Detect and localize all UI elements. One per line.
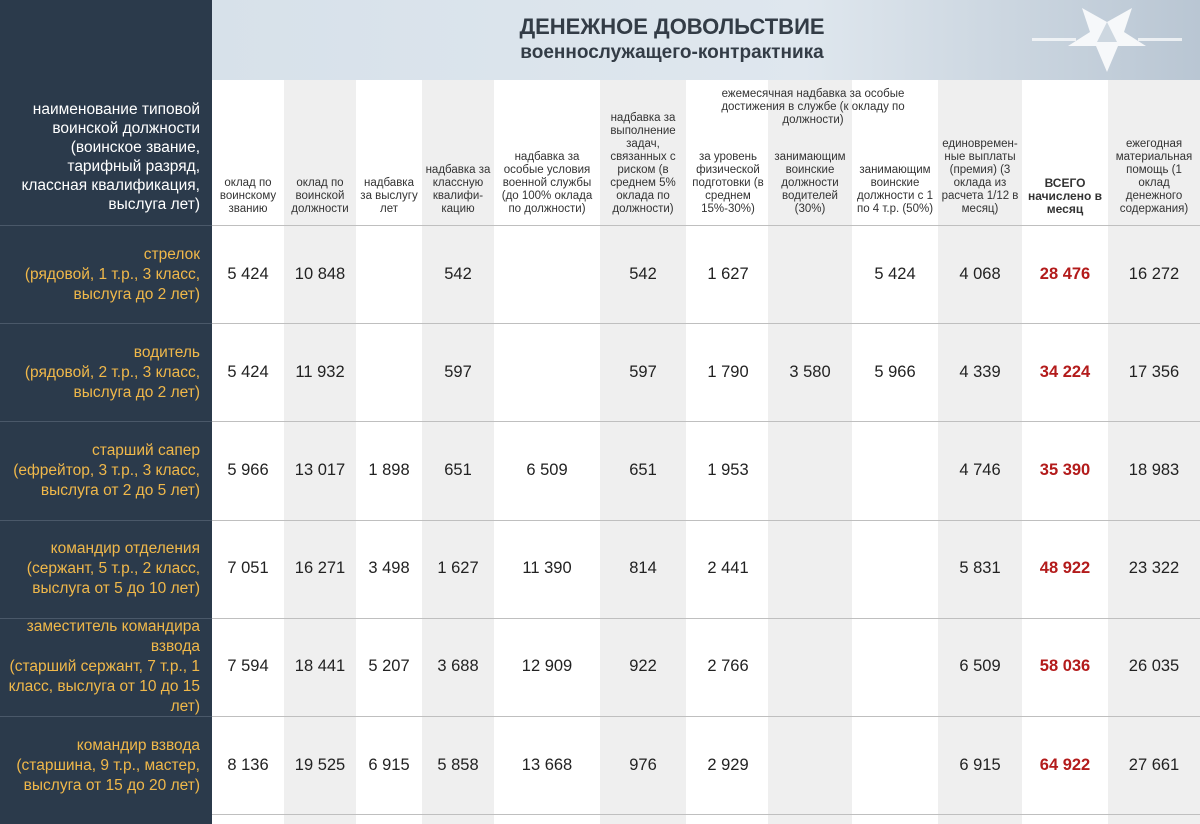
column-header: за уровень физической подготовки (в среднем 15%-30%) [692, 151, 764, 215]
table-cell: 6 915 [368, 755, 410, 774]
table-cell [852, 619, 938, 715]
table-cell: 1 627 [437, 559, 479, 578]
total-cell: 28 476 [1039, 264, 1091, 283]
column-header: занимающим воинские должности водителей (30%) [774, 151, 846, 215]
table-cell: 18 983 [1128, 460, 1180, 479]
table-cell: 651 [629, 460, 657, 479]
column-header: надбавка за выслугу лет [360, 177, 418, 215]
table-cell: 7 594 [227, 657, 269, 676]
total-cell: 34 224 [1039, 362, 1091, 381]
table-cell: 976 [629, 755, 657, 774]
column-header: ВСЕГО начислено в месяц [1027, 176, 1103, 216]
table-cell: 5 207 [368, 657, 410, 676]
position-details: (старшина, 9 т.р., мастер, выслуга от 15 до 20 лет) [16, 756, 200, 794]
position-name: командир отделения [50, 540, 200, 558]
table-cell: 19 525 [294, 755, 346, 774]
position-name: стрелок [143, 245, 200, 263]
table-cell: 11 932 [295, 362, 345, 381]
table-cell: 23 322 [1128, 559, 1180, 578]
table-cell: 814 [629, 559, 657, 578]
table-cell: 651 [444, 460, 472, 479]
position-details: (ефрейтор, 3 т.р., 3 класс, выслуга от 2 до 5 лет) [13, 461, 200, 499]
table-cell [356, 324, 422, 420]
table-cell [494, 324, 600, 420]
group-header: ежемесячная надбавка за особые достижения в службе (к окладу по должности) [721, 88, 905, 126]
position-details: (рядовой, 1 т.р., 3 класс, выслуга до 2 лет) [24, 265, 200, 303]
column-header: оклад по воинской должности [291, 177, 349, 215]
position-name: старший сапер [92, 441, 200, 459]
table-cell: 542 [444, 264, 472, 283]
table-cell: 3 688 [437, 657, 479, 676]
column-header: оклад по воинскому званию [219, 177, 277, 215]
table-cell: 5 831 [959, 559, 1001, 578]
table-cell: 6 509 [959, 657, 1001, 676]
table-cell: 2 766 [707, 657, 749, 676]
column-header: занимающим воинские должности с 1 по 4 т.р. (50%) [856, 164, 934, 215]
table-cell: 17 356 [1128, 362, 1180, 381]
table-cell: 3 498 [368, 559, 410, 578]
row-label [0, 520, 212, 618]
table-cell: 5 966 [874, 362, 916, 381]
column-header: надбавка за особые условия военной службы (до 100% оклада по должности) [501, 151, 593, 215]
table-cell: 2 441 [707, 559, 749, 578]
position-name: командир взвода [76, 736, 200, 754]
table-cell: 597 [444, 362, 472, 381]
table-cell [494, 226, 600, 322]
table-cell: 16 271 [294, 559, 346, 578]
table-cell: 1 790 [707, 362, 749, 381]
total-cell: 64 922 [1039, 755, 1091, 774]
table-cell: 542 [629, 264, 657, 283]
column-header: ежегодная материальная помощь (1 оклад денежного содержания) [1115, 138, 1193, 215]
star-emblem-icon [1032, 4, 1182, 78]
table-cell [852, 521, 938, 617]
position-details: (старший сержант, 7 т.р., 1 класс, выслуга от 10 до 15 лет) [8, 658, 200, 716]
position-name: водитель [133, 343, 200, 361]
total-cell: 35 390 [1039, 460, 1091, 479]
table-cell [852, 717, 938, 813]
table-cell: 5 966 [227, 460, 269, 479]
table-cell: 6 915 [959, 755, 1001, 774]
table-cell: 18 441 [294, 657, 346, 676]
table-cell: 1 898 [368, 460, 410, 479]
table-cell [768, 619, 852, 715]
row-label [0, 618, 212, 716]
table-cell: 597 [629, 362, 657, 381]
row-header: наименование типовой воинской должности (воинское звание, тарифный разряд, классная квалификация, выслуга лет) [21, 101, 200, 213]
table-cell: 26 035 [1128, 657, 1180, 676]
column-header: единовремен-ные выплаты (премия) (3 оклада из расчета 1/12 в месяц) [941, 138, 1019, 215]
table-cell: 7 051 [227, 559, 269, 578]
table-cell [356, 226, 422, 322]
table-cell [852, 422, 938, 518]
row-label [0, 421, 212, 519]
table-cell: 1 953 [707, 460, 749, 479]
table-cell: 6 509 [526, 460, 568, 479]
table-cell: 5 424 [874, 264, 916, 283]
table-cell: 16 272 [1128, 264, 1180, 283]
table-cell: 13 017 [294, 460, 346, 479]
table-cell: 2 929 [707, 755, 749, 774]
row-label [0, 225, 212, 323]
table-cell [768, 717, 852, 813]
row-label [0, 716, 212, 814]
table-cell: 4 746 [959, 460, 1001, 479]
table-cell: 3 580 [789, 362, 831, 381]
total-cell: 58 036 [1039, 657, 1091, 676]
table-cell: 5 424 [227, 264, 269, 283]
table-cell [768, 521, 852, 617]
table-cell [768, 422, 852, 518]
position-details: (рядовой, 2 т.р., 3 класс, выслуга до 2 лет) [24, 363, 200, 401]
page-title: ДЕНЕЖНОЕ ДОВОЛЬСТВИЕ [519, 14, 825, 39]
table-cell: 8 136 [227, 755, 269, 774]
table-cell: 4 068 [959, 264, 1001, 283]
table-cell: 5 858 [437, 755, 479, 774]
total-cell: 48 922 [1039, 559, 1091, 578]
position-name: заместитель командира взвода [26, 618, 200, 656]
table-cell: 27 661 [1128, 755, 1180, 774]
table-cell: 13 668 [521, 755, 573, 774]
table-cell: 1 627 [707, 264, 749, 283]
column-header: надбавка за классную квалифи-кацию [425, 164, 491, 215]
table-cell: 922 [629, 657, 657, 676]
column-header: надбавка за выполнение задач, связанных с риском (в среднем 5% оклада по должности) [610, 112, 676, 215]
table-cell [768, 226, 852, 322]
table-cell: 12 909 [521, 657, 573, 676]
table-cell: 5 424 [227, 362, 269, 381]
table-cell: 4 339 [959, 362, 1001, 381]
row-label [0, 323, 212, 421]
row-divider [212, 814, 1200, 815]
position-details: (сержант, 5 т.р., 2 класс, выслуга от 5 до 10 лет) [26, 560, 200, 598]
table-cell: 10 848 [294, 264, 346, 283]
page-subtitle: военнослужащего-контрактника [520, 42, 824, 63]
table-cell: 11 390 [522, 559, 572, 578]
title-bar [212, 0, 1200, 80]
